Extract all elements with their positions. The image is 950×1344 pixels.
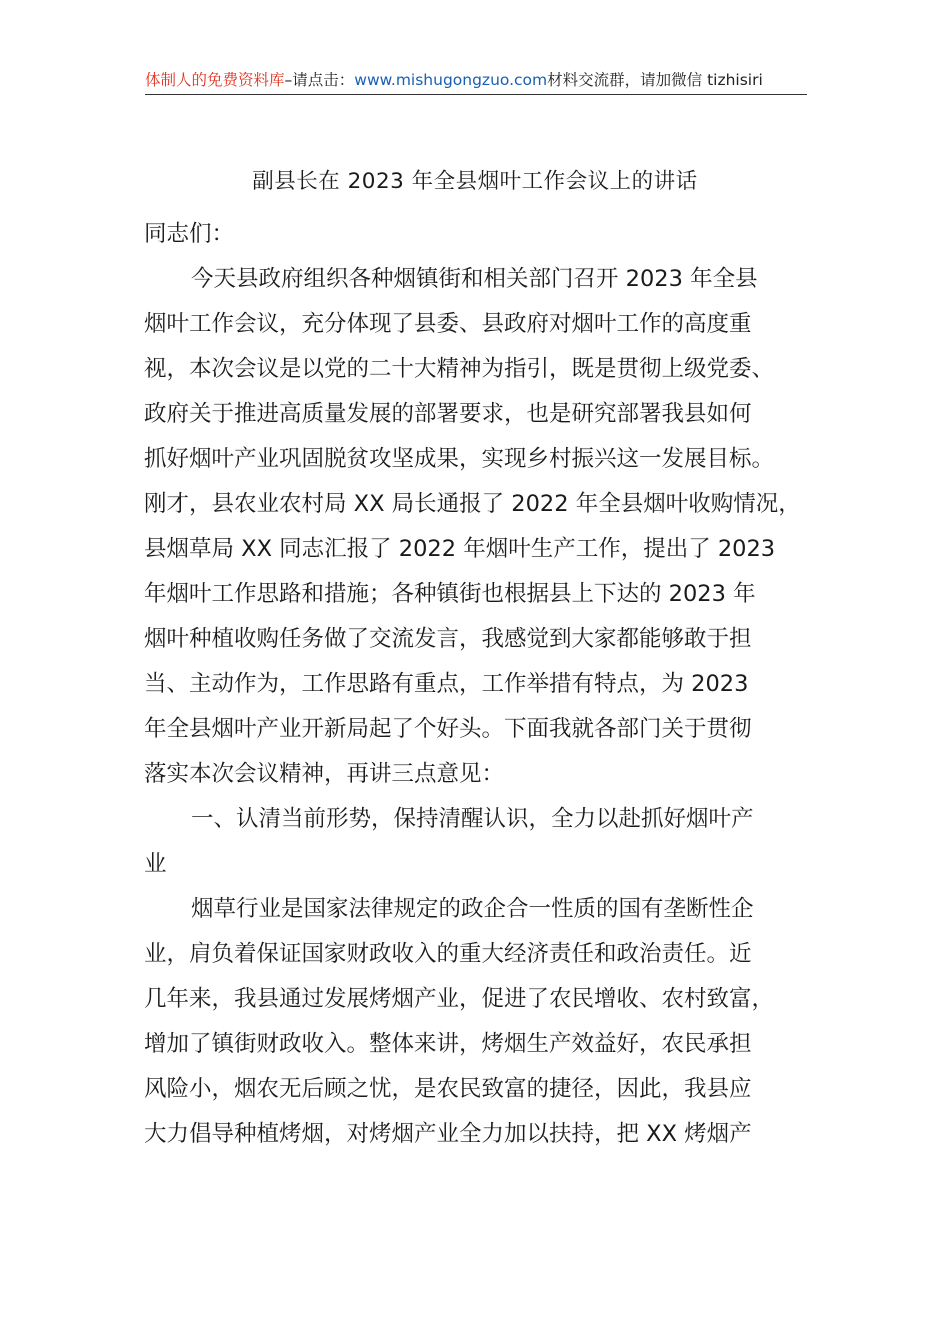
- header-suffix: 材料交流群，请加微信 tizhisiri: [547, 71, 763, 89]
- paragraph-line: 业，肩负着保证国家财政收入的重大经济责任和政治责任。近: [144, 941, 752, 967]
- paragraph-line: 烟草行业是国家法律规定的政企合一性质的国有垄断性企: [191, 896, 754, 922]
- paragraph-line: 年烟叶工作思路和措施；各种镇街也根据县上下达的 2023 年: [144, 581, 756, 607]
- paragraph-line: 几年来，我县通过发展烤烟产业，促进了农民增收、农村致富，: [144, 986, 775, 1012]
- header-brand: 体制人的免费资料库: [145, 71, 285, 89]
- paragraph-line: 抓好烟叶产业巩固脱贫攻坚成果，实现乡村振兴这一发展目标。: [144, 446, 775, 472]
- paragraph-line: 今天县政府组织各种烟镇街和相关部门召开 2023 年全县: [191, 266, 758, 292]
- section-heading-line: 一、认清当前形势，保持清醒认识，全力以赴抓好烟叶产: [191, 806, 754, 832]
- paragraph-line: 风险小，烟农无后顾之忧，是农民致富的捷径，因此，我县应: [144, 1076, 752, 1102]
- paragraph-line: 县烟草局 XX 同志汇报了 2022 年烟叶生产工作，提出了 2023: [144, 536, 776, 562]
- paragraph-line: 烟叶工作会议，充分体现了县委、县政府对烟叶工作的高度重: [144, 311, 752, 337]
- paragraph-line: 增加了镇街财政收入。整体来讲，烤烟生产效益好，农民承担: [144, 1031, 752, 1057]
- paragraph-line: 当、主动作为，工作思路有重点，工作举措有特点，为 2023: [144, 671, 749, 697]
- document-body: [144, 212, 824, 1157]
- paragraph-line: 落实本次会议精神，再讲三点意见：: [144, 761, 505, 787]
- paragraph-line: 视，本次会议是以党的二十大精神为指引，既是贯彻上级党委、: [144, 356, 775, 382]
- document-title: 副县长在 2023 年全县烟叶工作会议上的讲话: [252, 169, 698, 194]
- paragraph-line: 大力倡导种植烤烟，对烤烟产业全力加以扶持，把 XX 烤烟产: [144, 1121, 752, 1147]
- header-separator: –请点击：: [284, 71, 355, 89]
- paragraph-line: 政府关于推进高质量发展的部署要求，也是研究部署我县如何: [144, 401, 752, 427]
- paragraph-line: 年全县烟叶产业开新局起了个好头。下面我就各部门关于贯彻: [144, 716, 752, 742]
- section-heading-line: 业: [144, 851, 167, 877]
- salutation: 同志们：: [144, 221, 235, 247]
- paragraph-line: 刚才，县农业农村局 XX 局长通报了 2022 年全县烟叶收购情况，: [144, 491, 801, 517]
- header-url-link[interactable]: www.mishugongzuo.com: [354, 71, 548, 89]
- paragraph-line: 烟叶种植收购任务做了交流发言，我感觉到大家都能够敢于担: [144, 626, 752, 652]
- page-header: [145, 68, 807, 95]
